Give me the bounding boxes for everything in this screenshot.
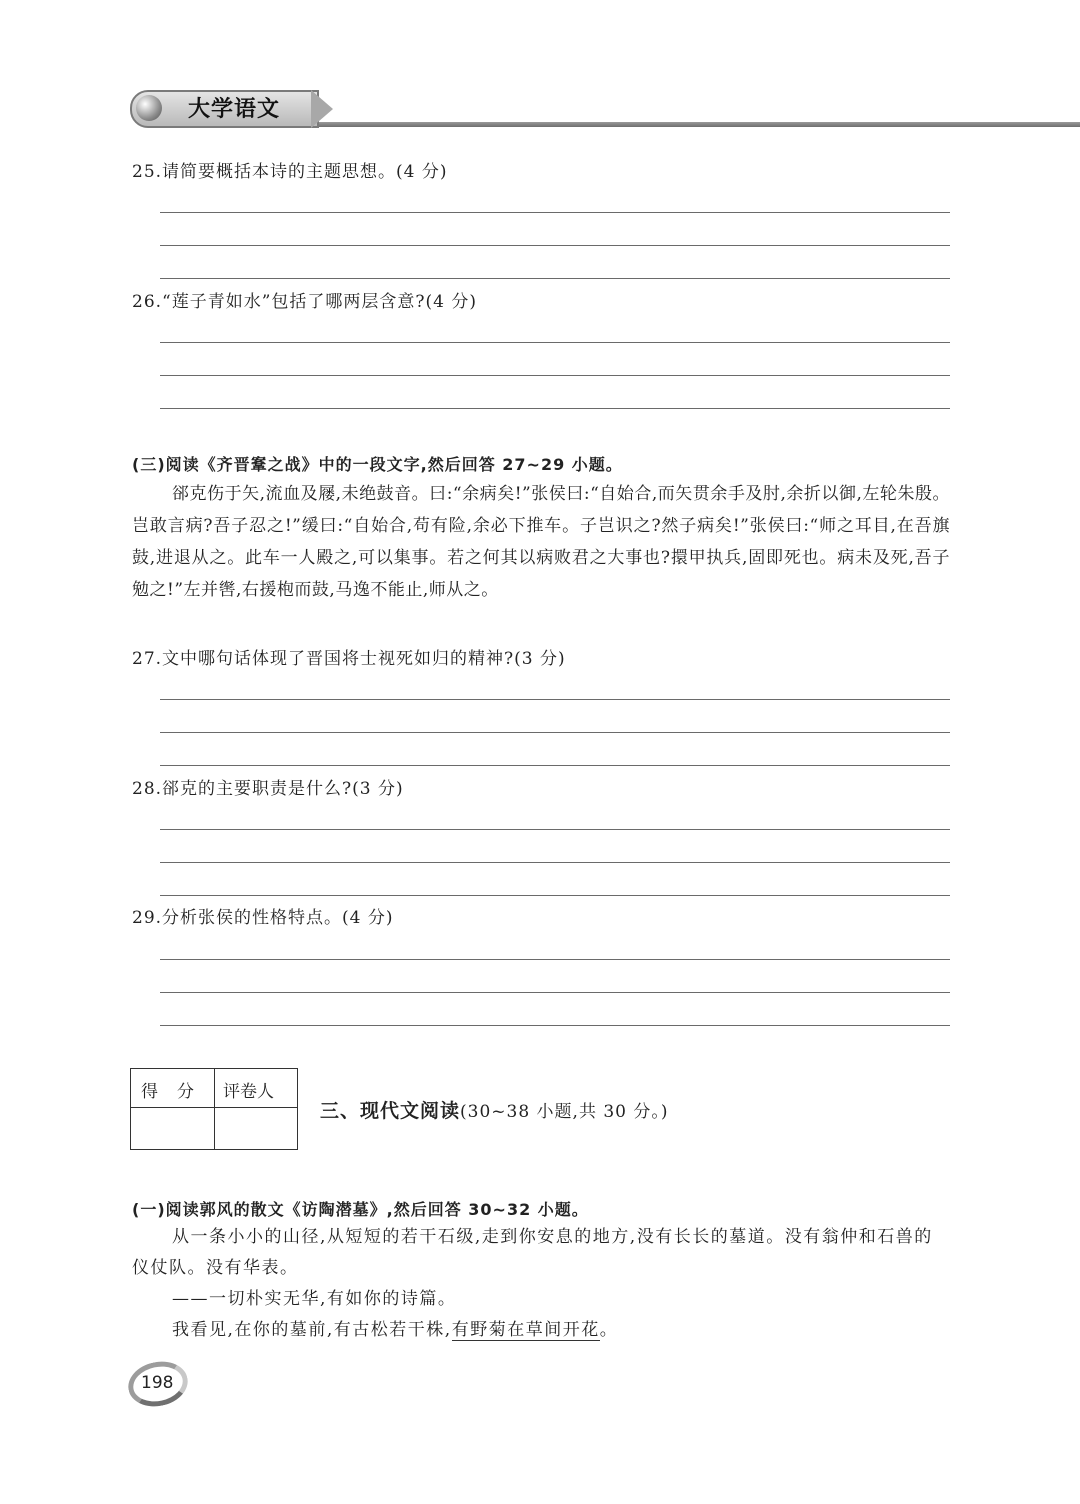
section-heading-1: (一)阅读郭风的散文《访陶潜墓》,然后回答 30~32 小题。 (132, 1200, 589, 1219)
answer-line (160, 829, 950, 830)
answer-line (160, 959, 950, 960)
score-header: 得 分 (141, 1082, 195, 1102)
answer-line (160, 212, 950, 213)
passage-text: 郤克伤于矢,流血及屦,未绝鼓音。曰:“余病矣!”张侯曰:“自始合,而矢贯余手及肘,余折以御,左轮朱殷。岂敢言病?吾子忍之!”缓曰:“自始合,苟有险,余必下推车。子岂识之?然子病矣!”张侯曰:“师之耳目,在吾旗鼓,进退从之。此车一人殿之,可以集事。若之何其以病败君之大事也?擐甲执兵,固即死也。病未及死,吾子勉之!”左并辔,右援枹而鼓,马逸不能止,师从之。 (132, 484, 950, 600)
passage (132, 478, 950, 606)
question-25: 25.请简要概括本诗的主题思想。(4 分) (132, 162, 448, 182)
page-number-badge (128, 1362, 190, 1410)
part-3-detail: (30~38 小题,共 30 分。) (460, 1102, 669, 1122)
answer-line (160, 1025, 950, 1026)
question-28: 28.郤克的主要职责是什么?(3 分) (132, 779, 404, 799)
essay-text: 我看见,在你的墓前,有古松若干株, (172, 1320, 452, 1340)
essay-paragraph: 从一条小小的山径,从短短的若干石级,走到你安息的地方,没有长长的墓道。没有翁仲和石兽的仪仗队。没有华表。 (132, 1227, 933, 1278)
score-table (130, 1068, 298, 1150)
question-26: 26.“莲子青如水”包括了哪两层含意?(4 分) (132, 292, 478, 312)
page-number: 198 (141, 1373, 174, 1393)
answer-line (160, 342, 950, 343)
answer-line (160, 245, 950, 246)
answer-line (160, 765, 950, 766)
underlined-text: 有野菊在草间开花 (451, 1320, 600, 1340)
part-3-heading (320, 1096, 669, 1123)
header-tab-tail (311, 90, 333, 128)
essay-text: 。 (599, 1320, 619, 1340)
header-rule (298, 122, 1080, 127)
question-27: 27.文中哪句话体现了晋国将士视死如归的精神?(3 分) (132, 649, 566, 669)
section-heading-3: (三)阅读《齐晋鞌之战》中的一段文字,然后回答 27~29 小题。 (132, 455, 623, 474)
essay-excerpt (132, 1222, 950, 1346)
page-header (128, 86, 1080, 130)
answer-line (160, 408, 950, 409)
header-title: 大学语文 (188, 97, 281, 122)
answer-line (160, 895, 950, 896)
answer-line (160, 992, 950, 993)
answer-line (160, 862, 950, 863)
answer-line (160, 375, 950, 376)
table-divider (214, 1069, 215, 1149)
answer-line (160, 732, 950, 733)
table-divider (131, 1107, 297, 1108)
answer-line (160, 699, 950, 700)
essay-paragraph (132, 1315, 950, 1346)
essay-paragraph: ——一切朴实无华,有如你的诗篇。 (172, 1289, 457, 1309)
part-3-title: 三、现代文阅读 (320, 1100, 461, 1122)
grader-header: 评卷人 (223, 1082, 274, 1102)
question-29: 29.分析张侯的性格特点。(4 分) (132, 908, 394, 928)
header-ball-icon (136, 95, 162, 121)
answer-line (160, 278, 950, 279)
